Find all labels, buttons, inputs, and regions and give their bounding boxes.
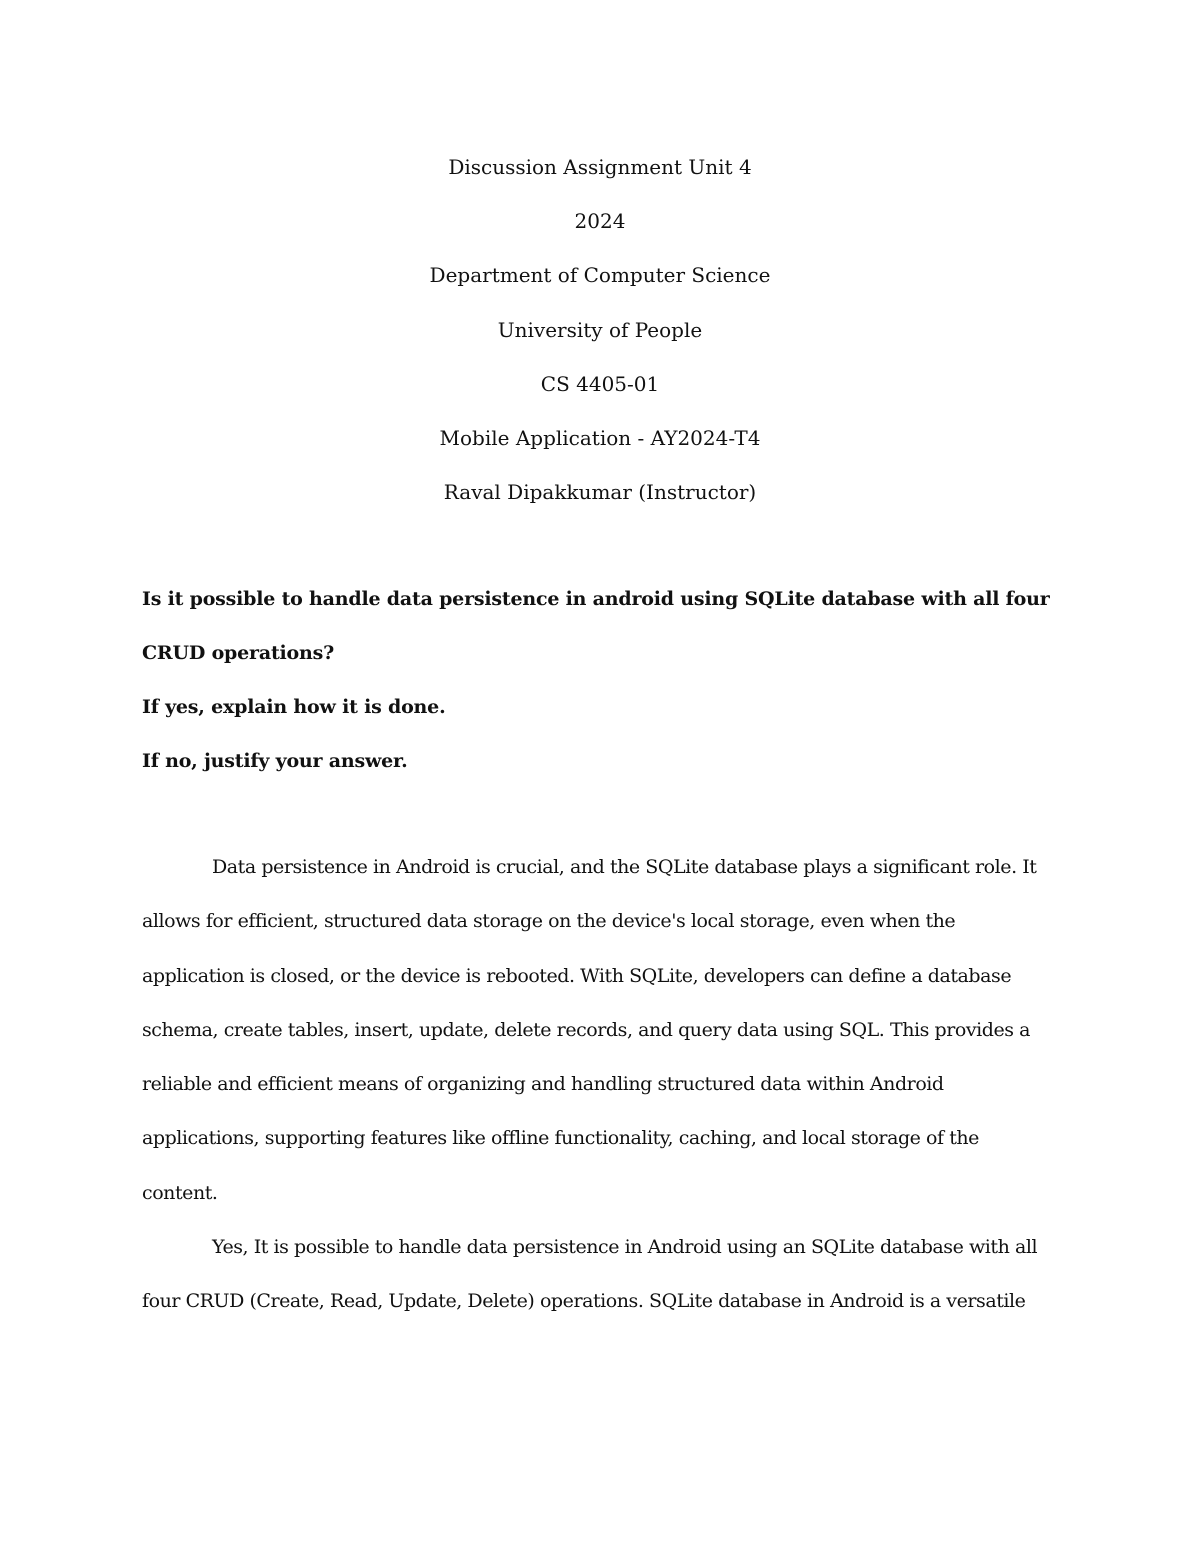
question-line: If yes, explain how it is done. (142, 696, 446, 718)
paragraph-line: application is closed, or the device is rebooted. With SQLite, developers can define a database (142, 964, 1012, 987)
paragraph-line: allows for efficient, structured data storage on the device's local storage, even when the (142, 910, 956, 933)
university: University of People (497, 317, 703, 342)
paragraph-line: applications, supporting features like offline functionality, caching, and local storage of the (142, 1127, 979, 1150)
paragraph-2 (142, 1220, 1082, 1329)
instructor: Raval Dipakkumar (Instructor) (443, 480, 757, 505)
paragraph-line: schema, create tables, insert, update, delete records, and query data using SQL. This provides a (142, 1018, 1031, 1041)
paragraph-line: Yes, It is possible to handle data persistence in Android using an SQLite database with all (212, 1236, 1038, 1259)
question-line: CRUD operations? (142, 642, 335, 664)
course-code: CS 4405-01 (540, 371, 660, 396)
paragraph-1 (142, 840, 1082, 1220)
paragraph-line: four CRUD (Create, Read, Update, Delete) operations. SQLite database in Android is a versatile (142, 1290, 1026, 1313)
question-block (142, 572, 1072, 788)
title-block (0, 140, 1200, 519)
course-name: Mobile Application - AY2024-T4 (439, 425, 761, 450)
question-line: Is it possible to handle data persistence in android using SQLite database with all four (142, 588, 1050, 610)
paragraph-line: content. (142, 1181, 218, 1204)
question-line: If no, justify your answer. (142, 750, 408, 772)
paragraph-line: Data persistence in Android is crucial, and the SQLite database plays a significant role. It (212, 856, 1037, 878)
paragraph-line: reliable and efficient means of organizing and handling structured data within Android (142, 1073, 944, 1096)
assignment-title: Discussion Assignment Unit 4 (448, 155, 752, 179)
year: 2024 (574, 209, 626, 234)
answer-body (142, 840, 1082, 1329)
department: Department of Computer Science (429, 263, 771, 288)
